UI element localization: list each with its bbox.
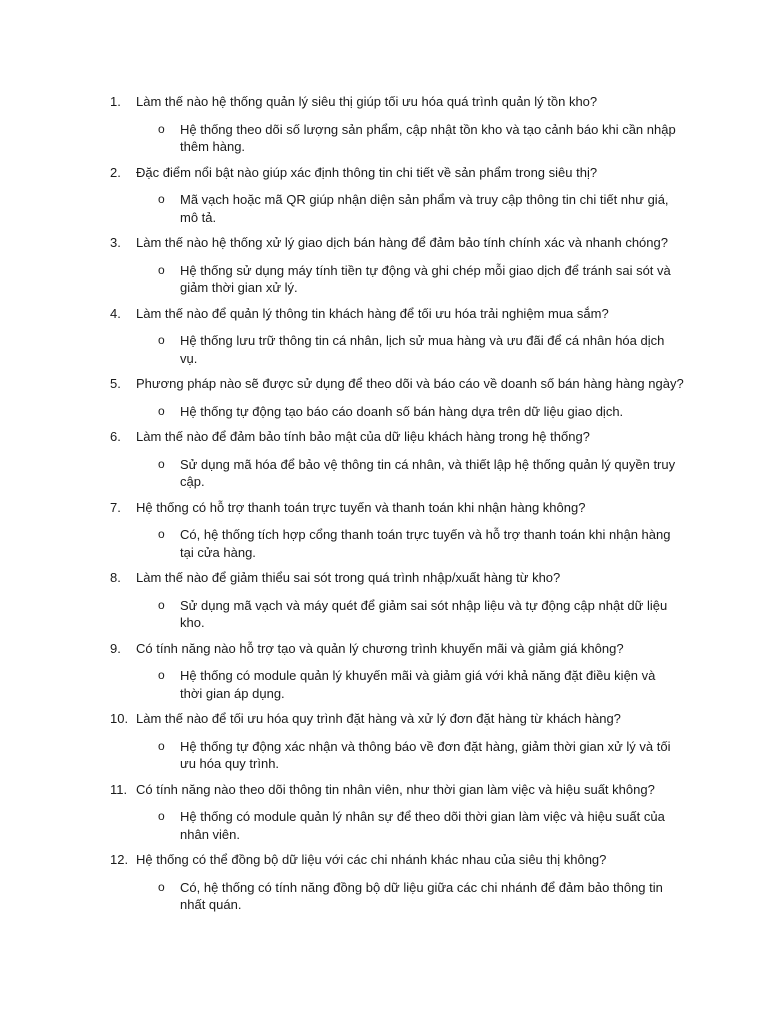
qa-item (110, 781, 688, 844)
question-text: Hệ thống có hỗ trợ thanh toán trực tuyến và thanh toán khi nhận hàng không? (136, 499, 586, 515)
question-text: Làm thế nào để quản lý thông tin khách hàng để tối ưu hóa trải nghiệm mua sắm? (136, 305, 609, 321)
answer-row (110, 597, 688, 632)
question-number: 11. (110, 781, 128, 797)
qa-item (110, 640, 688, 703)
question-number: 12. (110, 852, 129, 867)
answer-row (110, 808, 688, 843)
hollow-circle-bullet-icon: o (158, 738, 165, 753)
question-row (110, 234, 688, 252)
qa-item (110, 375, 688, 420)
hollow-circle-bullet-icon: o (158, 879, 165, 894)
question-row (110, 428, 688, 446)
answer-text: Hệ thống có module quản lý khuyến mãi và giảm giá với khả năng đặt điều kiện và thời gian áp dụng. (180, 668, 656, 701)
answer-row (110, 456, 688, 491)
hollow-circle-bullet-icon: o (158, 668, 165, 682)
answer-text: Hệ thống có module quản lý nhân sự để theo dõi thời gian làm việc và hiệu suất của nhân viên. (180, 809, 665, 842)
question-number: 4. (110, 305, 121, 321)
question-number: 9. (110, 640, 121, 656)
qa-item (110, 428, 688, 491)
question-row (110, 640, 688, 658)
question-text: Làm thế nào hệ thống quản lý siêu thị giúp tối ưu hóa quá trình quản lý tồn kho? (136, 94, 598, 109)
question-number: 7. (110, 499, 121, 515)
question-text: Phương pháp nào sẽ được sử dụng để theo dõi và báo cáo về doanh số bán hàng hàng ngày? (136, 376, 684, 391)
hollow-circle-bullet-icon: o (158, 456, 165, 471)
hollow-circle-bullet-icon: o (158, 121, 165, 136)
qa-item (110, 164, 688, 227)
qa-item (110, 710, 688, 773)
answer-row (110, 667, 688, 702)
hollow-circle-bullet-icon: o (158, 527, 165, 541)
question-text: Làm thế nào hệ thống xử lý giao dịch bán hàng để đảm bảo tính chính xác và nhanh chóng? (136, 235, 668, 250)
qa-item (110, 499, 688, 562)
question-number: 10. (110, 711, 129, 726)
qa-list (110, 93, 688, 914)
qa-item (110, 569, 688, 632)
hollow-circle-bullet-icon: o (158, 262, 165, 277)
question-text: Có tính năng nào hỗ trợ tạo và quản lý chương trình khuyến mãi và giảm giá không? (136, 640, 624, 656)
hollow-circle-bullet-icon: o (158, 403, 165, 418)
question-number: 5. (110, 376, 121, 391)
qa-item (110, 305, 688, 368)
question-number: 2. (110, 164, 121, 180)
question-row (110, 305, 688, 323)
qa-item (110, 234, 688, 297)
question-row (110, 499, 688, 517)
question-row (110, 851, 688, 869)
question-row (110, 93, 688, 111)
question-text: Làm thế nào để tối ưu hóa quy trình đặt hàng và xử lý đơn đặt hàng từ khách hàng? (136, 711, 621, 726)
answer-row (110, 121, 688, 156)
answer-row (110, 879, 688, 914)
hollow-circle-bullet-icon: o (158, 333, 165, 347)
answer-row (110, 403, 688, 421)
answer-row (110, 738, 688, 773)
answer-row (110, 191, 688, 226)
answer-text: Hệ thống lưu trữ thông tin cá nhân, lịch sử mua hàng và ưu đãi để cá nhân hóa dịch vụ. (180, 333, 665, 366)
question-row (110, 781, 688, 799)
question-row (110, 164, 688, 182)
hollow-circle-bullet-icon: o (158, 597, 165, 612)
question-row (110, 710, 688, 728)
answer-text: Hệ thống theo dõi số lượng sản phẩm, cập nhật tồn kho và tạo cảnh báo khi cần nhập thêm hàng. (180, 121, 676, 154)
answer-text: Sử dụng mã hóa để bảo vệ thông tin cá nhân, và thiết lập hệ thống quản lý quyền truy cập. (180, 456, 676, 489)
hollow-circle-bullet-icon: o (158, 192, 165, 206)
answer-text: Có, hệ thống tích hợp cổng thanh toán trực tuyến và hỗ trợ thanh toán khi nhận hàng tại cửa hàng. (180, 527, 671, 560)
answer-row (110, 332, 688, 367)
question-text: Làm thế nào để đảm bảo tính bảo mật của dữ liệu khách hàng trong hệ thống? (136, 429, 590, 444)
answer-text: Có, hệ thống có tính năng đồng bộ dữ liệu giữa các chi nhánh để đảm bảo thông tin nhất quán. (180, 879, 663, 912)
answer-text: Sử dụng mã vạch và máy quét để giảm sai sót nhập liệu và tự động cập nhật dữ liệu kho. (180, 597, 668, 630)
answer-row (110, 262, 688, 297)
hollow-circle-bullet-icon: o (158, 809, 165, 823)
question-text: Có tính năng nào theo dõi thông tin nhân viên, như thời gian làm việc và hiệu suất không? (136, 781, 655, 797)
question-number: 1. (110, 94, 121, 109)
question-text: Đặc điểm nổi bật nào giúp xác định thông tin chi tiết về sản phẩm trong siêu thị? (136, 164, 598, 180)
answer-text: Hệ thống tự động tạo báo cáo doanh số bán hàng dựa trên dữ liệu giao dịch. (180, 403, 624, 419)
question-number: 6. (110, 429, 121, 444)
qa-item (110, 93, 688, 156)
question-row (110, 375, 688, 393)
answer-text: Hệ thống sử dụng máy tính tiền tự động và ghi chép mỗi giao dịch để tránh sai sót và giảm thời gian xử lý. (180, 262, 671, 295)
question-text: Hệ thống có thể đồng bộ dữ liệu với các chi nhánh khác nhau của siêu thị không? (136, 852, 607, 867)
question-number: 8. (110, 570, 121, 585)
answer-row (110, 526, 688, 561)
answer-text: Hệ thống tự động xác nhận và thông báo về đơn đặt hàng, giảm thời gian xử lý và tối ưu hóa quy trình. (180, 738, 671, 771)
answer-text: Mã vạch hoặc mã QR giúp nhận diện sản phẩm và truy cập thông tin chi tiết như giá, mô tả. (180, 192, 669, 225)
question-number: 3. (110, 235, 121, 250)
qa-item (110, 851, 688, 914)
question-row (110, 569, 688, 587)
question-text: Làm thế nào để giảm thiểu sai sót trong quá trình nhập/xuất hàng từ kho? (136, 570, 561, 585)
